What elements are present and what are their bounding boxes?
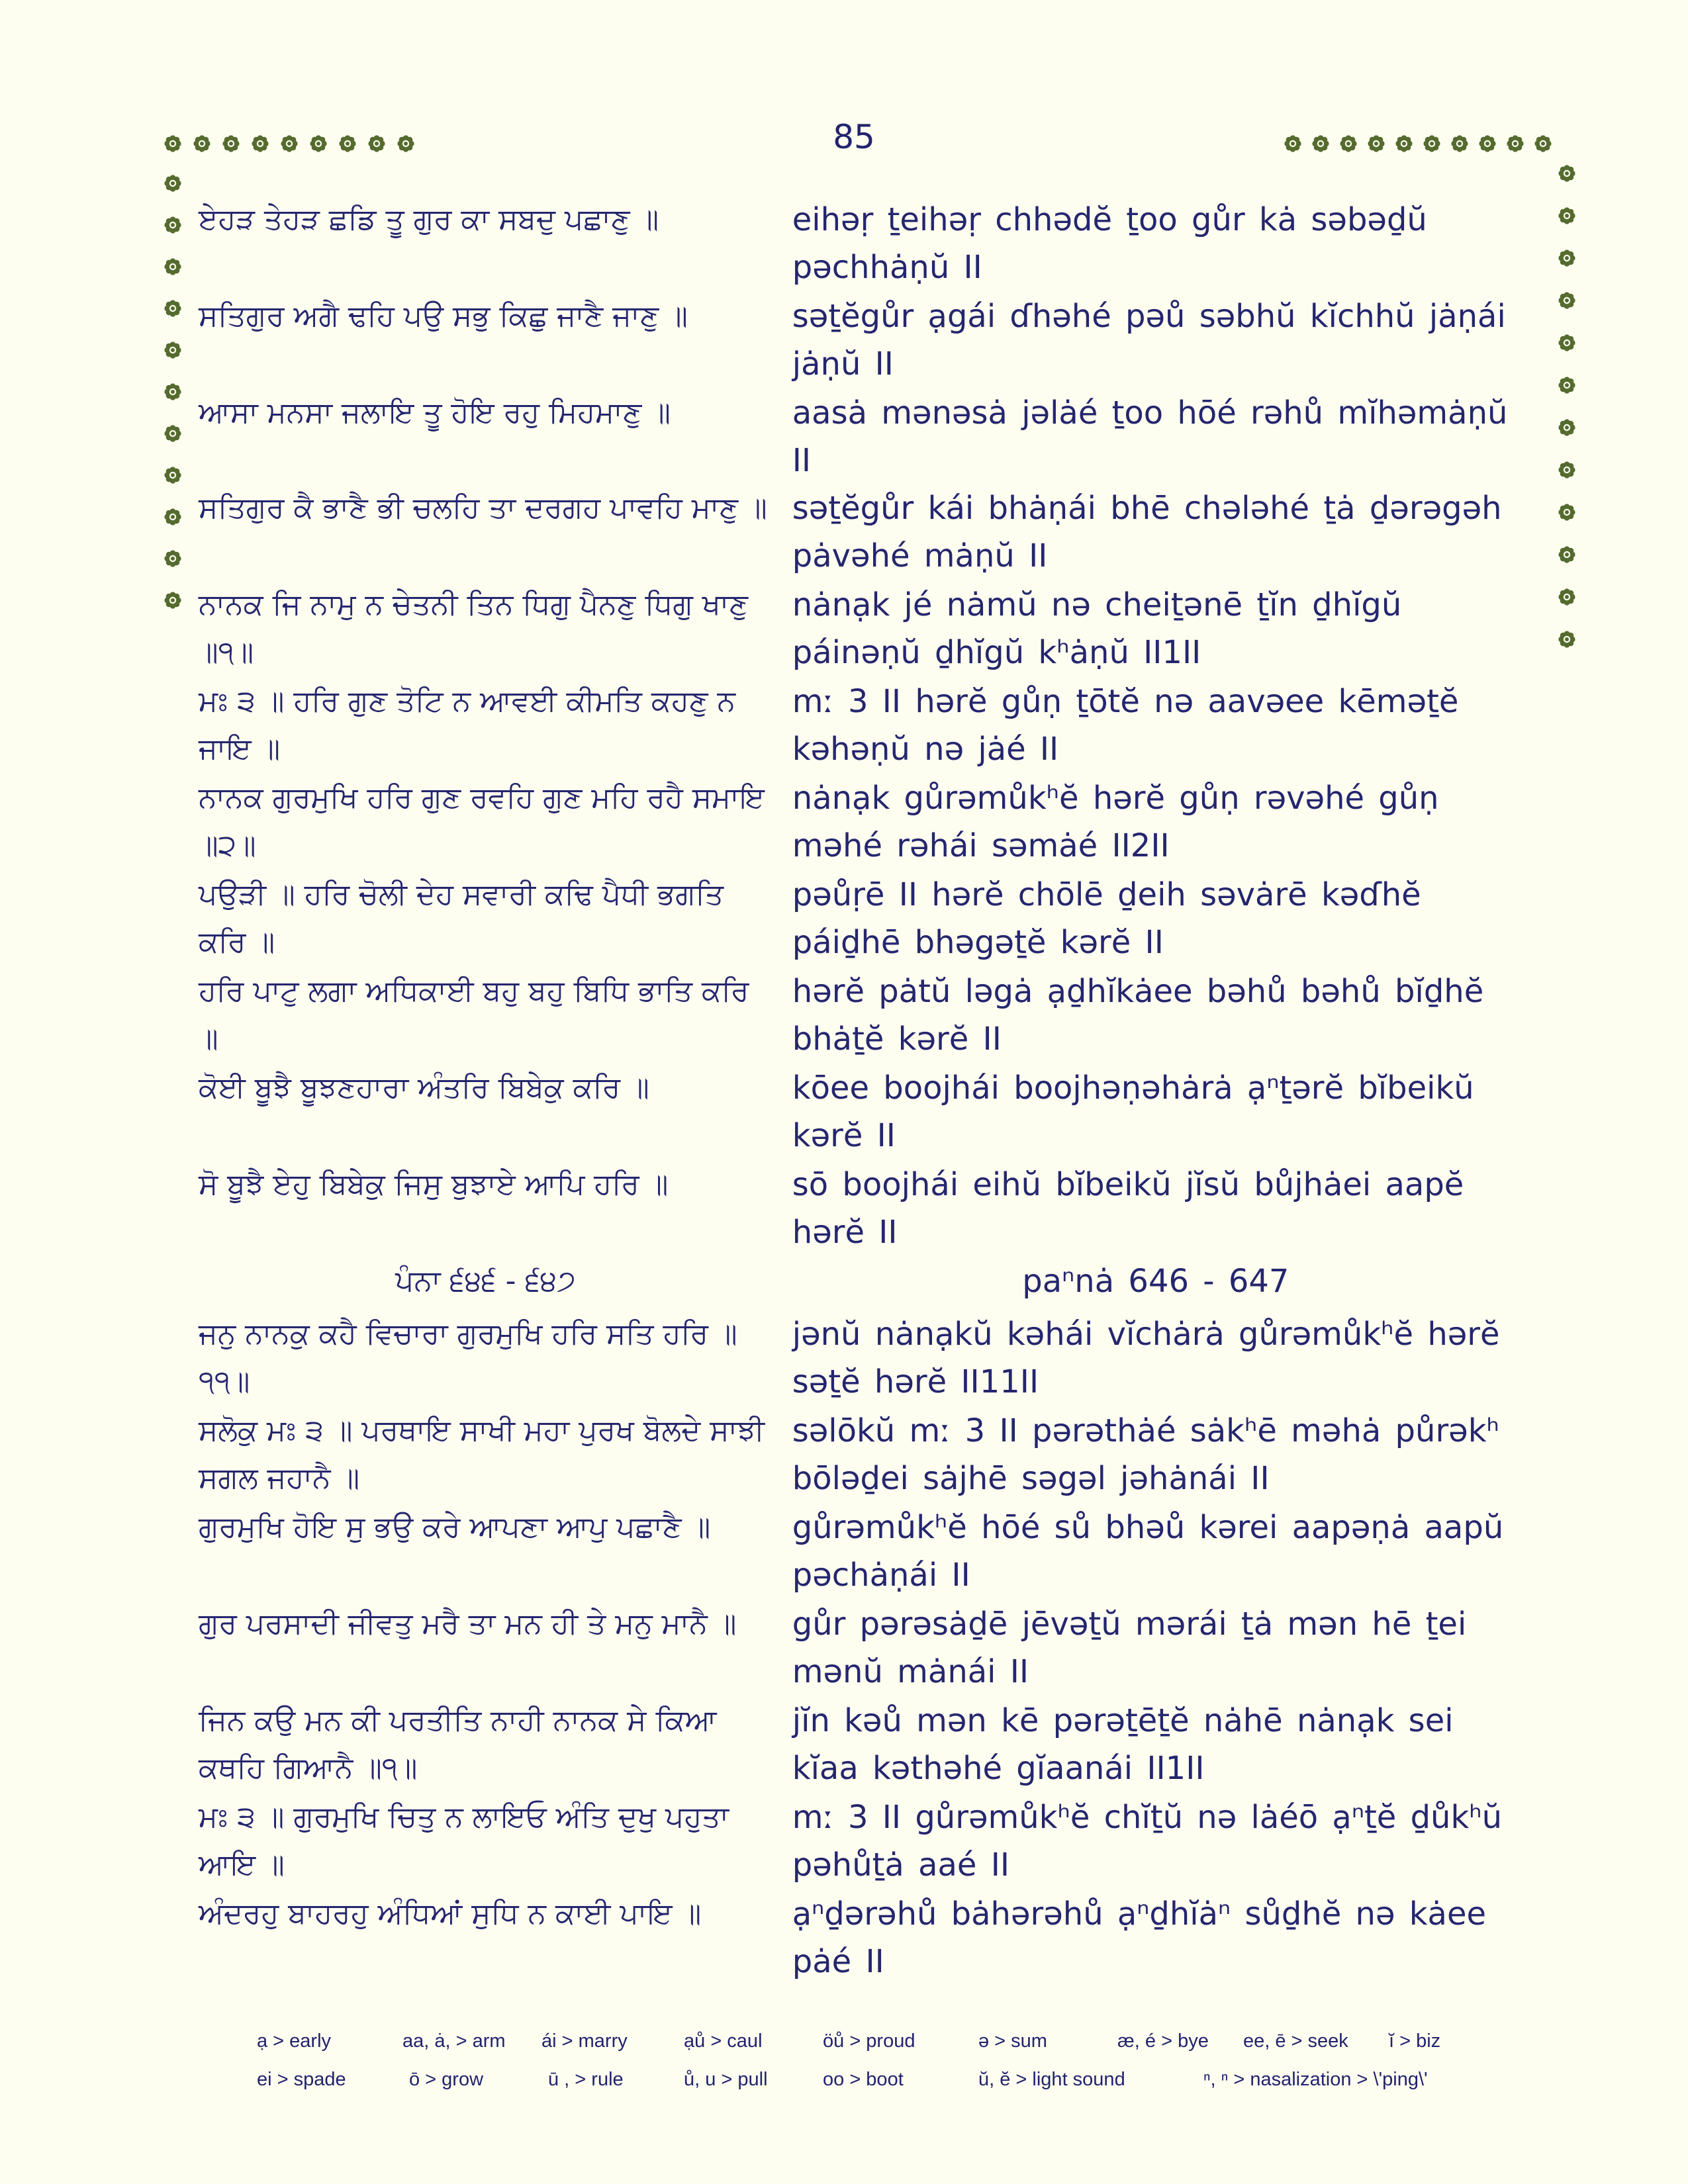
verse-row	[199, 1890, 1519, 1987]
transliteration-line: səṯĕgůr ạgái ɗhəhé pəů səbhŭ kĭchhŭ jȧṇái jȧṇŭ II	[792, 298, 1506, 383]
gurmukhi-line: ਹਰਿ ਪਾਟੁ ਲਗਾ ਅਧਿਕਾਈ ਬਹੁ ਬਹੁ ਬਿਧਿ ਭਾਤਿ ਕਰਿ ॥	[199, 974, 749, 1056]
legend-row	[257, 2030, 1481, 2069]
flower-icon	[163, 424, 183, 443]
gurmukhi-line: ਸਤਿਗੁਰ ਕੈ ਭਾਣੈ ਭੀ ਚਲਹਿ ਤਾ ਦਰਗਹ ਪਾਵਹਿ ਮਾਣੁ ॥	[199, 491, 767, 525]
gurmukhi-line: ਸਤਿਗੁਰ ਅਗੈ ਢਹਿ ਪਉ ਸਭੁ ਕਿਛੁ ਜਾਣੈ ਜਾਣੁ ॥	[199, 299, 688, 333]
pronunciation-legend	[257, 2030, 1481, 2107]
transliteration-line: səṯĕgůr kái bhȧṇái bhē chələhé ṯȧ ḏərəgəh pȧvəhé mȧṇŭ II	[792, 490, 1502, 574]
transliteration-line: gůrəmůkʰĕ hōé sů bhəů kərei aapəṇȧ aapŭ pəchȧṇái II	[792, 1509, 1504, 1594]
legend-item: æ, é > bye	[1117, 2030, 1209, 2052]
verse-row	[199, 484, 1519, 581]
gurmukhi-page-range: ਪੰਨਾ ੬੪੬ - ੬੪੭	[395, 1264, 576, 1298]
gurmukhi-line: ਗੁਰਮੁਖਿ ਹੋਇ ਸੁ ਭਉ ਕਰੇ ਆਪਣਾ ਆਪੁ ਪਛਾਣੈ ॥	[199, 1510, 711, 1544]
gurmukhi-line: ਜਿਨ ਕਉ ਮਨ ਕੀ ਪਰਤੀਤਿ ਨਾਹੀ ਨਾਨਕ ਸੇ ਕਿਆ ਕਥਹਿ ਗਿਆਨੈ ॥੧॥	[199, 1704, 717, 1785]
flower-icon	[308, 134, 328, 154]
gurmukhi-line: ਨਾਨਕ ਗੁਰਮੁਖਿ ਹਰਿ ਗੁਣ ਰਵਹਿ ਗੁਣ ਮਹਿ ਰਹੈ ਸਮਾਇ ॥੨॥	[199, 781, 765, 862]
flower-icon	[1557, 545, 1577, 565]
legend-item: ū , > rule	[548, 2069, 624, 2090]
transliteration-line: sō boojhái eihŭ bĭbeikŭ jĭsŭ bůjhȧei aapĕ hərĕ II	[792, 1166, 1464, 1251]
legend-item: ạ > early	[257, 2030, 332, 2052]
verse-row	[199, 581, 1519, 678]
verse-row	[199, 196, 1519, 293]
transliteration-line: mː 3 II hərĕ gůṇ ṯōtĕ nə aavəee kēməṯĕ kəhəṇŭ nə jȧé II	[792, 683, 1459, 768]
transliteration-line: hərĕ pȧtŭ ləgȧ ạḏhĭkȧee bəhů bəhů bĭḏhĕ bhȧṯĕ kərĕ II	[792, 973, 1484, 1058]
legend-item: ee, ē > seek	[1243, 2030, 1348, 2052]
flower-icon	[1557, 460, 1577, 480]
transliteration-line: aasȧ mənəsȧ jəlȧé ṯoo hōé rəhů mĭhəmȧṇŭ II	[792, 394, 1508, 479]
page-number: 85	[833, 118, 875, 156]
gurmukhi-line: ਮਃ ੩ ॥ ਹਰਿ ਗੁਣ ਤੋਟਿ ਨ ਆਵਈ ਕੀਮਤਿ ਕਹਣੁ ਨ ਜਾਇ ॥	[199, 684, 735, 766]
flower-icon	[1557, 418, 1577, 437]
flower-icon	[163, 507, 183, 527]
flower-icon	[1394, 134, 1414, 154]
flower-icon	[1557, 291, 1577, 310]
flower-icon	[1283, 134, 1303, 154]
legend-item: öů > proud	[823, 2030, 915, 2052]
flower-icon	[163, 549, 183, 569]
flower-icon	[1557, 248, 1577, 268]
flower-icon	[1477, 134, 1497, 154]
verse-table	[199, 196, 1519, 1987]
gurmukhi-line: ਜਨੁ ਨਾਨਕੁ ਕਹੈ ਵਿਚਾਰਾ ਗੁਰਮੁਖਿ ਹਰਿ ਸਤਿ ਹਰਿ ॥੧੧॥	[199, 1317, 737, 1398]
transliteration-line: ạⁿḏərəhů bȧhərəhů ạⁿḏhĭȧⁿ sůḏhĕ nə kȧee pȧé II	[792, 1895, 1487, 1980]
verse-row	[199, 1794, 1519, 1890]
flower-icon	[163, 590, 183, 610]
flower-icon	[279, 134, 299, 154]
verse-row	[199, 678, 1519, 774]
verse-row	[199, 1064, 1519, 1161]
flower-icon	[221, 134, 241, 154]
flower-icon	[1338, 134, 1358, 154]
transliteration-line: eihəṛ ṯeihəṛ chhədĕ ṯoo gůr kȧ səbəḏŭ pəchhȧṇŭ II	[792, 201, 1427, 286]
legend-item: ⁿ, ⁿ > nasalization > \'ping\'	[1203, 2069, 1428, 2090]
gurmukhi-line: ਸਲੋਕੁ ਮਃ ੩ ॥ ਪਰਥਾਇ ਸਾਖੀ ਮਹਾ ਪੁਰਖ ਬੋਲਦੇ ਸਾਝੀ ਸਗਲ ਜਹਾਨੈ ॥	[199, 1414, 765, 1495]
flower-icon	[163, 465, 183, 485]
flower-icon	[163, 257, 183, 277]
legend-item: aa, ȧ, > arm	[402, 2030, 506, 2052]
legend-item: ə > sum	[978, 2030, 1047, 2052]
verse-row	[199, 1310, 1519, 1407]
transliteration-page-range: paⁿnȧ 646 - 647	[1022, 1263, 1289, 1300]
legend-item: ái > marry	[541, 2030, 628, 2052]
flower-icon	[1557, 375, 1577, 395]
flower-icon	[1557, 629, 1577, 649]
transliteration-line: mː 3 II gůrəmůkʰĕ chĭṯŭ nə lȧéō ạⁿṯĕ ḏůkʰŭ pəhůṯȧ aaé II	[792, 1799, 1503, 1884]
verse-row	[199, 774, 1519, 871]
verse-row	[199, 1407, 1519, 1504]
legend-item: ů, u > pull	[684, 2069, 768, 2090]
legend-item: ạů > caul	[684, 2030, 763, 2052]
flower-icon	[1533, 134, 1553, 154]
gurmukhi-line: ਕੋਈ ਬੂਝੈ ਬੂਝਣਹਾਰਾ ਅੰਤਰਿ ਬਿਬੇਕੁ ਕਰਿ ॥	[199, 1071, 649, 1105]
flower-icon	[163, 382, 183, 402]
verse-row	[199, 1504, 1519, 1600]
gurmukhi-line: ਸੋ ਬੂਝੈ ਏਹੁ ਬਿਬੇਕੁ ਜਿਸੁ ਬੁਝਾਏ ਆਪਿ ਹਰਿ ॥	[199, 1167, 669, 1201]
legend-item: oo > boot	[823, 2069, 904, 2090]
verse-row	[199, 871, 1519, 968]
gurmukhi-line: ਏਹੜ ਤੇਹੜ ਛਡਿ ਤੂ ਗੁਰ ਕਾ ਸਬਦੁ ਪਛਾਣੁ ॥	[199, 203, 659, 236]
transliteration-line: nȧnạk gůrəmůkʰĕ hərĕ gůṇ rəvəhé gůṇ məhé rəhái səmȧé II2II	[792, 780, 1439, 864]
flower-icon	[1422, 134, 1442, 154]
flower-icon	[1557, 502, 1577, 522]
flower-icon	[192, 134, 212, 154]
legend-item: ei > spade	[257, 2069, 346, 2090]
gurmukhi-line: ਅੰਦਰਹੁ ਬਾਹਰਹੁ ਅੰਧਿਆਂ ਸੁਧਿ ਨ ਕਾਈ ਪਾਇ ॥	[199, 1897, 702, 1931]
flower-icon	[163, 134, 183, 154]
verse-row	[199, 1600, 1519, 1697]
legend-row	[257, 2069, 1481, 2107]
flower-icon	[1366, 134, 1386, 154]
flower-icon	[367, 134, 387, 154]
gurmukhi-line: ਮਃ ੩ ॥ ਗੁਰਮੁਖਿ ਚਿਤੁ ਨ ਲਾਇਓ ਅੰਤਿ ਦੁਖੁ ਪਹੁਤਾ ਆਇ ॥	[199, 1800, 729, 1882]
flower-icon	[163, 215, 183, 235]
flower-icon	[163, 298, 183, 318]
transliteration-line: jənŭ nȧnạkŭ kəhái vĭchȧrȧ gůrəmůkʰĕ hərĕ səṯĕ hərĕ II11II	[792, 1316, 1500, 1400]
flower-icon	[1505, 134, 1525, 154]
verse-row	[199, 389, 1519, 484]
transliteration-line: səlōkŭ mː 3 II pərəthȧé sȧkʰē məhȧ půrəkʰ bōləḏei sȧjhē səgəl jəhȧnái II	[792, 1412, 1499, 1497]
transliteration-line: kōee boojhái boojhəṇəhȧrȧ ạⁿṯərĕ bĭbeikŭ kərĕ II	[792, 1069, 1474, 1154]
gurmukhi-line: ਗੁਰ ਪਰਸਾਦੀ ਜੀਵਤੁ ਮਰੈ ਤਾ ਮਨ ਹੀ ਤੇ ਮਨੁ ਮਾਨੈ ॥	[199, 1607, 737, 1641]
flower-icon	[1557, 206, 1577, 226]
page-range-header	[199, 1257, 1519, 1310]
transliteration-line: jĭn kəů mən kē pərəṯēṯĕ nȧhē nȧnạk sei kĭaa kəthəhé gĭaanái II1II	[792, 1702, 1454, 1787]
flower-icon	[163, 340, 183, 360]
flower-icon	[1557, 587, 1577, 607]
flower-icon	[1557, 333, 1577, 353]
verse-row	[199, 293, 1519, 389]
flower-icon	[338, 134, 357, 154]
flower-icon	[1450, 134, 1470, 154]
gurmukhi-line: ਨਾਨਕ ਜਿ ਨਾਮੁ ਨ ਚੇਤਨੀ ਤਿਨ ਧਿਗੁ ਪੈਨਣੁ ਧਿਗੁ ਖਾਣੁ ॥੧॥	[199, 588, 748, 669]
gurmukhi-line: ਪਉੜੀ ॥ ਹਰਿ ਚੋਲੀ ਦੇਹ ਸਵਾਰੀ ਕਢਿ ਪੈਧੀ ਭਗਤਿ ਕਰਿ ॥	[199, 878, 724, 959]
transliteration-line: pəůṛē II hərĕ chōlē ḏeih səvȧrē kəɗhĕ páiḏhē bhəgəṯĕ kərĕ II	[792, 876, 1421, 961]
verse-row	[199, 1697, 1519, 1794]
flower-icon	[1311, 134, 1331, 154]
transliteration-line: nȧnạk jé nȧmŭ nə cheiṯənē ṯĭn ḏhĭgŭ páinəṇŭ ḏhĭgŭ kʰȧṇŭ II1II	[792, 586, 1402, 671]
transliteration-line: gůr pərəsȧḏē jēvəṯŭ mərái ṯȧ mən hē ṯei mənŭ mȧnái II	[792, 1606, 1467, 1690]
verse-row	[199, 1161, 1519, 1257]
legend-item: ĭ > biz	[1389, 2030, 1441, 2052]
flower-icon	[163, 173, 183, 193]
legend-item: ŭ, ĕ > light sound	[978, 2069, 1125, 2090]
verse-row	[199, 968, 1519, 1064]
flower-icon	[1557, 163, 1577, 183]
flower-icon	[250, 134, 270, 154]
flower-icon	[396, 134, 416, 154]
gurmukhi-line: ਆਸਾ ਮਨਸਾ ਜਲਾਇ ਤੂ ਹੋਇ ਰਹੁ ਮਿਹਮਾਣੁ ॥	[199, 396, 671, 430]
legend-item: ō > grow	[409, 2069, 484, 2090]
